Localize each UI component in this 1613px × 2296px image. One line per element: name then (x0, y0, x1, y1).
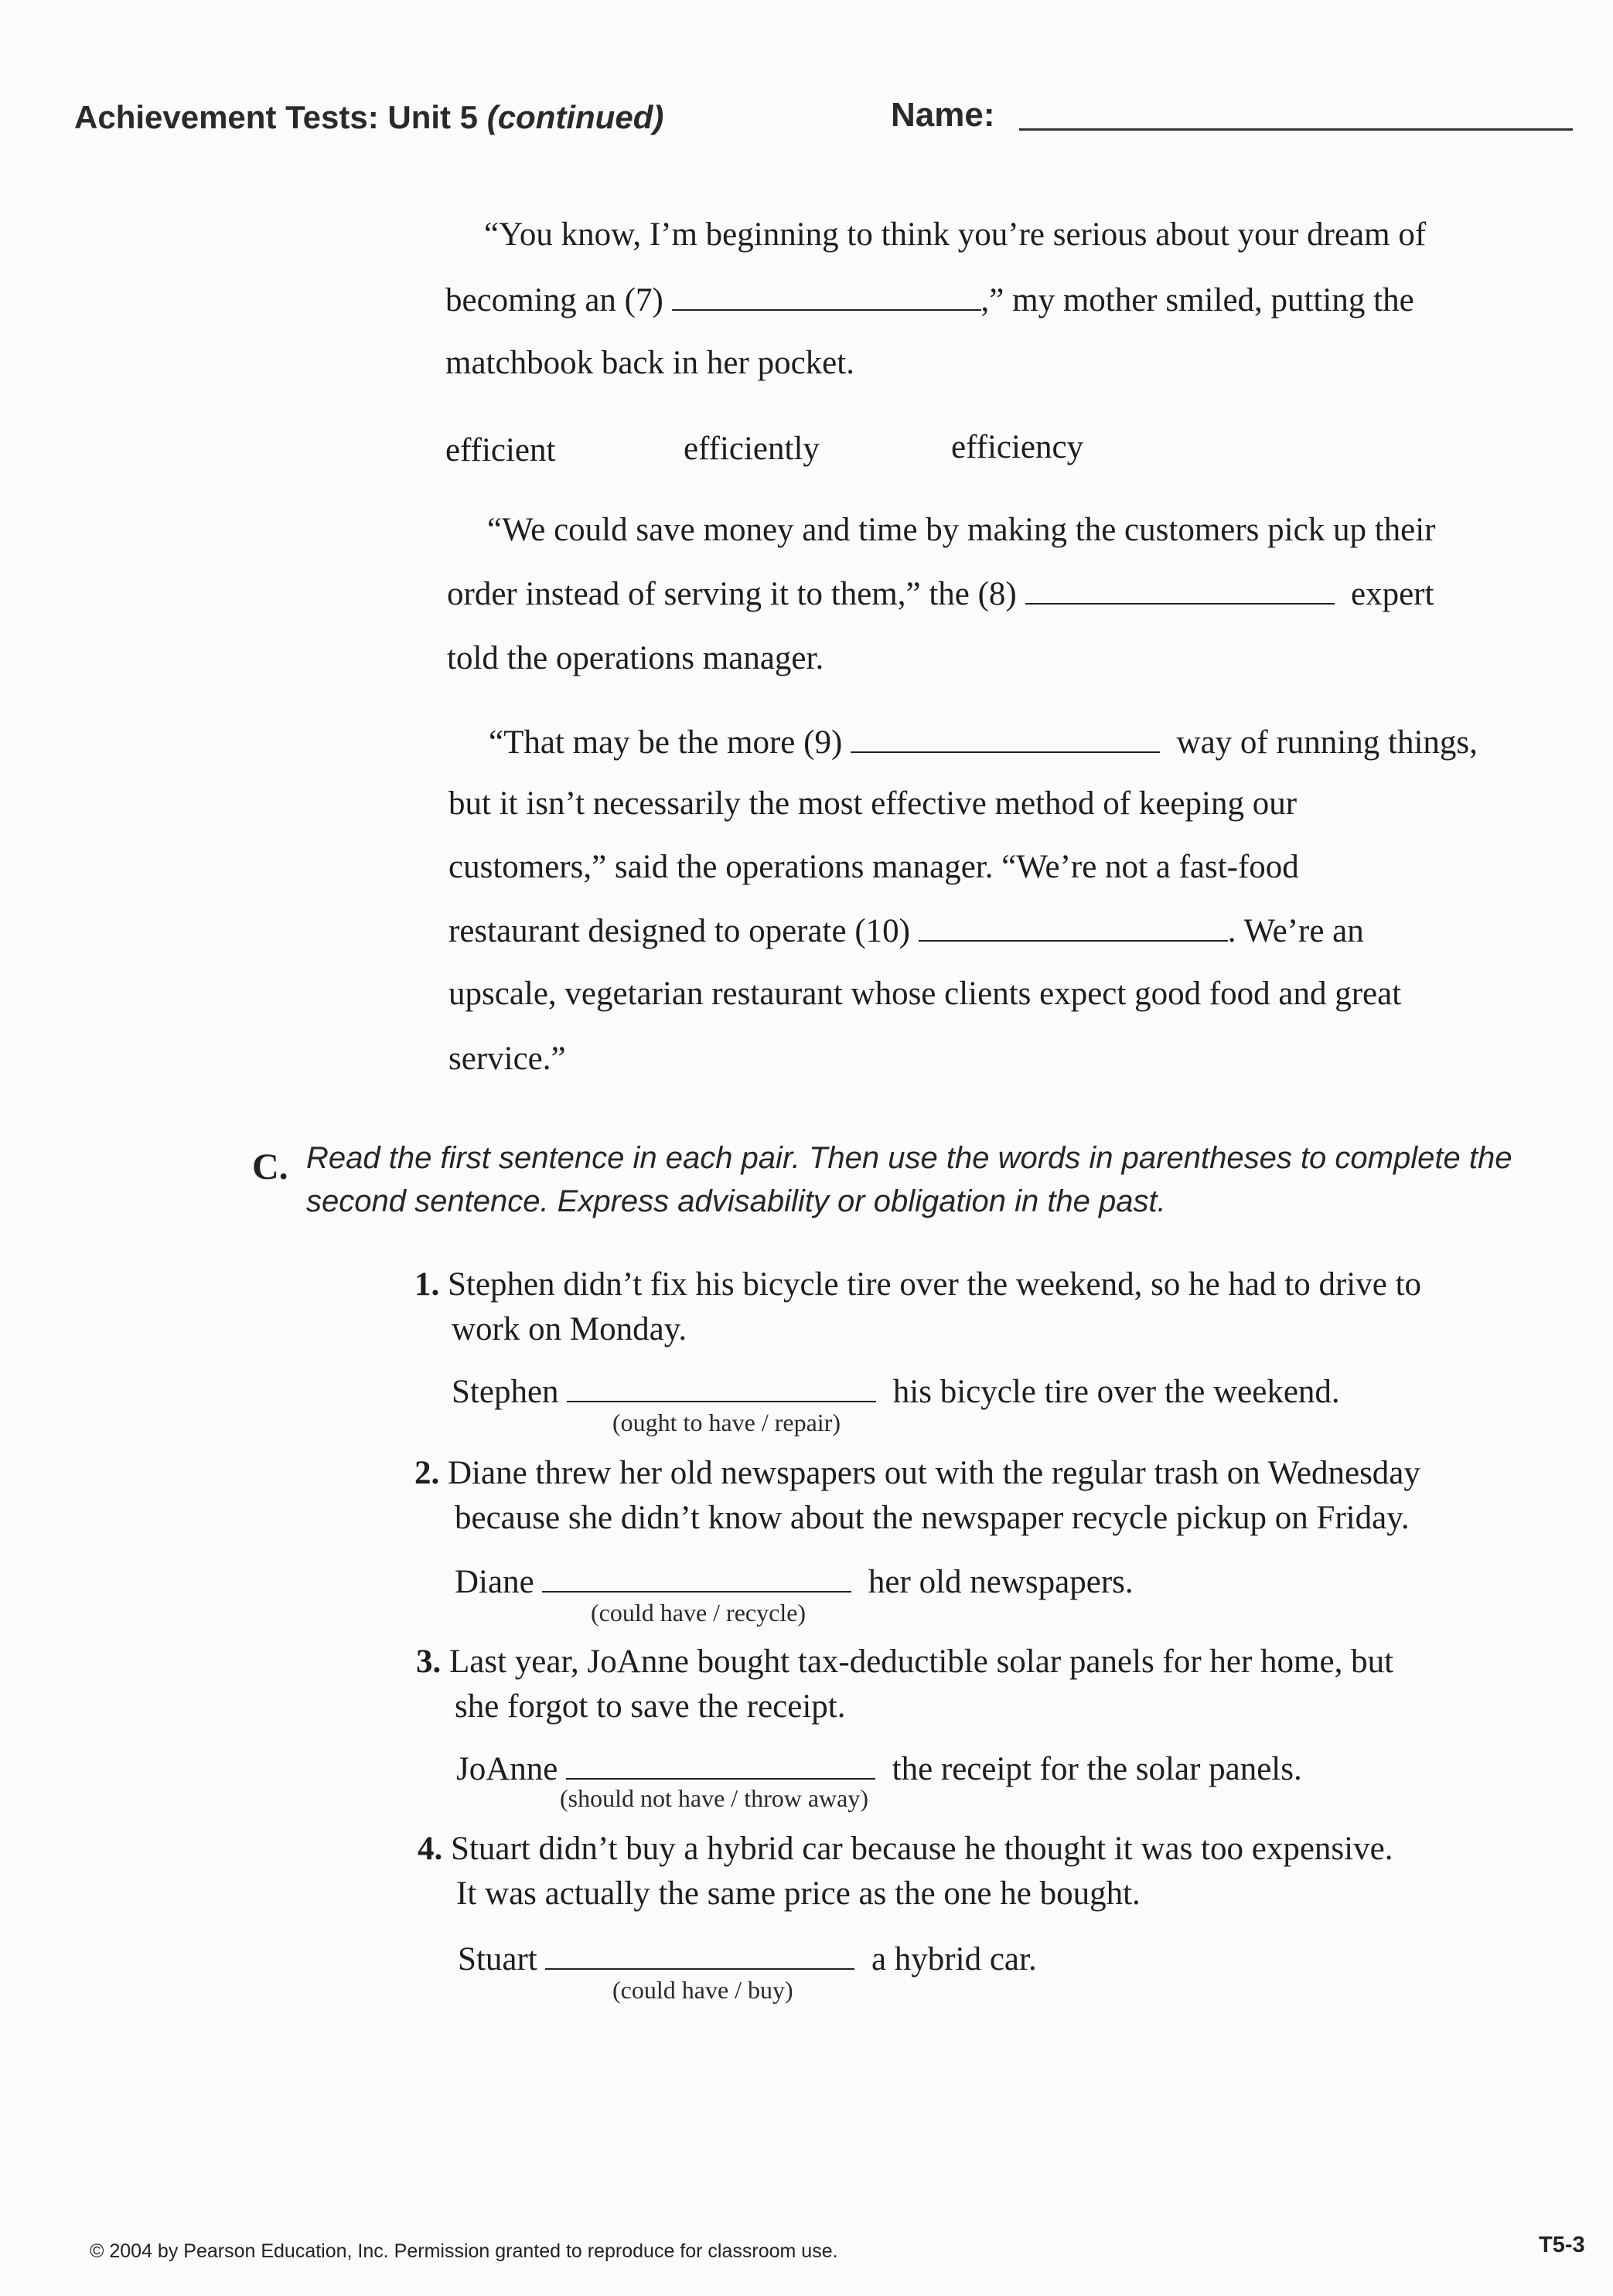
item-3-hint: (should not have / throw away) (560, 1784, 869, 1812)
section-c-instruction-line1: Read the first sentence in each pair. Then use the words in parentheses to complete the (306, 1141, 1512, 1175)
passage-p3-line4-after: . We’re an (1227, 913, 1364, 949)
item-2-line1 (414, 1456, 1420, 1490)
name-label: Name: (891, 96, 995, 134)
page-title-text: Achievement Tests: Unit 5 (74, 99, 479, 135)
passage-p2-line2 (447, 577, 1434, 611)
item-1-rest: his bicycle tire over the weekend. (892, 1374, 1340, 1410)
section-c-letter: C. (252, 1146, 288, 1187)
item-2-line2: because she didn’t know about the newspaper recycle pickup on Friday. (455, 1500, 1410, 1536)
page-title-continued: (continued) (486, 99, 664, 135)
item-1-answer-blank[interactable] (567, 1375, 876, 1402)
passage-p3-line5: upscale, vegetarian restaurant whose clients expect good food and great (448, 976, 1402, 1012)
item-3-answer-blank[interactable] (566, 1752, 875, 1780)
word-choice-efficiently: efficiently (684, 431, 820, 467)
page-number: T5-3 (1539, 2233, 1585, 2257)
item-4-answer-blank[interactable] (545, 1942, 854, 1970)
item-1-number: 1. (414, 1266, 440, 1303)
blank-10[interactable] (919, 914, 1228, 942)
passage-p3-line2: but it isn’t necessarily the most effective method of keeping our (448, 785, 1298, 822)
item-2-answer (455, 1565, 1134, 1599)
passage-p3-line1-before: “That may be the more (9) (489, 724, 843, 761)
item-4-text: Stuart didn’t buy a hybrid car because he thought it was too expensive. (451, 1831, 1393, 1867)
item-4-hint: (could have / buy) (612, 1976, 793, 2004)
blank-7[interactable] (672, 283, 981, 311)
passage-p1-line1: “You know, I’m beginning to think you’re serious about your dream of (484, 216, 1427, 253)
item-3-text: Last year, JoAnne bought tax-deductible solar panels for her home, but (449, 1644, 1394, 1680)
item-3-line2: she forgot to save the receipt. (455, 1688, 846, 1725)
passage-p2-line2-before: order instead of serving it to them,” the (8) (447, 576, 1017, 612)
name-input-line[interactable] (1019, 128, 1573, 131)
passage-p3-line1-after: way of running things, (1176, 724, 1478, 761)
item-4-answer (458, 1942, 1037, 1976)
item-4-number: 4. (418, 1831, 443, 1867)
item-4-line1 (418, 1832, 1393, 1865)
word-choice-efficiency: efficiency (951, 429, 1084, 465)
item-1-line1 (414, 1268, 1421, 1301)
passage-p3-line4 (448, 914, 1364, 948)
passage-p3-line3: customers,” said the operations manager. “We’re not a fast-food (448, 849, 1299, 885)
item-1-text: Stephen didn’t fix his bicycle tire over the weekend, so he had to drive to (448, 1266, 1422, 1303)
passage-p2-line2-after: expert (1351, 576, 1434, 612)
item-2-subject: Diane (455, 1564, 534, 1600)
item-2-rest: her old newspapers. (868, 1564, 1134, 1600)
item-3-answer (456, 1752, 1302, 1786)
blank-8[interactable] (1025, 577, 1335, 605)
item-3-line1 (416, 1645, 1393, 1678)
item-3-rest: the receipt for the solar panels. (892, 1751, 1302, 1787)
item-3-number: 3. (416, 1644, 442, 1680)
passage-p3-line4-before: restaurant designed to operate (10) (448, 913, 910, 949)
item-2-text: Diane threw her old newspapers out with the regular trash on Wednesday (448, 1455, 1420, 1491)
item-1-subject: Stephen (452, 1374, 559, 1410)
item-4-rest: a hybrid car. (871, 1941, 1037, 1977)
section-c-instruction-line2: second sentence. Express advisability or obligation in the past. (306, 1184, 1166, 1218)
page-title (74, 99, 663, 136)
item-2-hint: (could have / recycle) (591, 1599, 806, 1627)
passage-p1-line2-after: ,” my mother smiled, putting the (980, 282, 1414, 319)
item-1-line2: work on Monday. (452, 1311, 687, 1347)
passage-p1-line2 (445, 283, 1414, 317)
passage-p1-line2-before: becoming an (7) (445, 282, 663, 319)
passage-p2-line1: “We could save money and time by making the customers pick up their (487, 512, 1436, 548)
passage-p2-line3: told the operations manager. (447, 640, 824, 676)
passage-p1-line3: matchbook back in her pocket. (445, 345, 854, 381)
item-1-answer (452, 1375, 1340, 1409)
word-choice-efficient: efficient (445, 432, 556, 468)
item-2-answer-blank[interactable] (542, 1565, 851, 1593)
item-1-hint: (ought to have / repair) (612, 1409, 841, 1436)
copyright-footer: © 2004 by Pearson Education, Inc. Permission granted to reproduce for classroom use. (90, 2240, 838, 2262)
passage-p3-line1 (489, 725, 1478, 759)
passage-p3-line6: service.” (448, 1041, 566, 1077)
item-2-number: 2. (414, 1455, 440, 1491)
blank-9[interactable] (851, 725, 1160, 753)
item-4-line2: It was actually the same price as the one he bought. (456, 1875, 1141, 1912)
item-4-subject: Stuart (458, 1941, 537, 1977)
item-3-subject: JoAnne (456, 1751, 558, 1787)
